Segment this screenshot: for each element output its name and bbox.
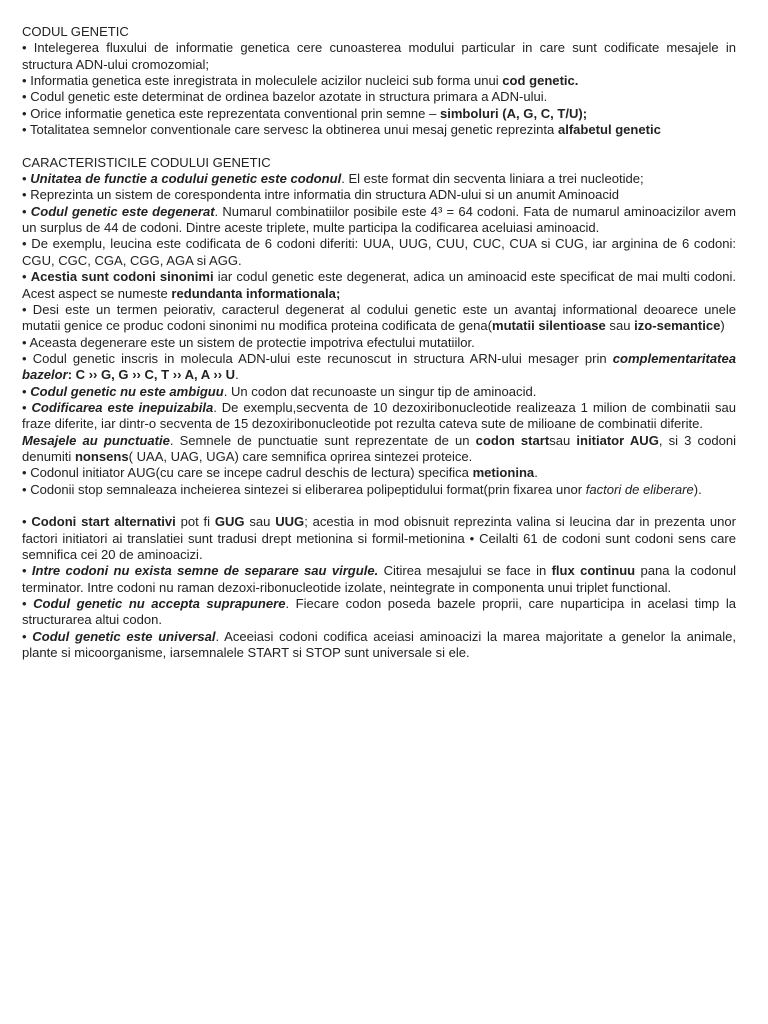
document-page [22, 24, 736, 661]
bullet-codoni-stop: • Codonii stop semnaleaza incheierea sintezei si eliberarea polipeptidului format(prin fixarea unor factori de eliberare). [22, 481, 702, 497]
bullet-codoni-start-alternativi: • Codoni start alternativi pot fi GUG sau UUG; acestia in mod obisnuit reprezinta valina si leucina dar in prezenta unor factori initiatori ai translatiei sunt tradusi drept metionina si formil-metionina • Ceilalti 61 de codoni sunt codoni sens care semnifica cei 20 de aminoacizi. [22, 514, 736, 562]
bullet-sistem-corespondenta: • Reprezinta un sistem de corespondenta intre informatia din structura ADN-ului si un anumit Aminoacid [22, 187, 620, 203]
bullet-nu-ambiguu: • Codul genetic nu este ambiguu. Un codon dat recunoaste un singur tip de aminoacid. [22, 383, 537, 399]
bullet-informatia-genetica: • Informatia genetica este inregistrata in moleculele acizilor nucleici sub forma unui cod genetic. [22, 73, 579, 89]
bullet-inepuizabila: • Codificarea este inepuizabila. De exemplu,secventa de 10 dezoxiribonucleotide realizeaza 1 milion de combinatii sau fraze diferite, iar dintr-o secventa de 15 dezoxiribonucleotide pot rezulta cateva sute de milioane de combinatii diferite. [22, 399, 736, 432]
paragraph-spacer [22, 498, 736, 514]
paragraph-punctuatie: Mesajele au punctuatie. Semnele de punctuatie sunt reprezentate de un codon startsau initiator AUG, si 3 codoni denumiti nonsens( UAA, UAG, UGA) care semnifica oprirea sintezei proteice. [22, 432, 736, 464]
bullet-complementaritate: • Codul genetic inscris in molecula ADN-ului este recunoscut in structura ARN-ului mesager prin complementaritatea bazelor: C ›› G, G ›› C, T ›› A, A ›› U. [22, 350, 736, 383]
bullet-fara-virgule: • Intre codoni nu exista semne de separare sau virgule. Citirea mesajului se face in flux continuu pana la codonul terminator. Intre codoni nu raman dezoxi-ribonucleotide izolate, neintegrate in componenta unui triplet functional. [22, 563, 736, 595]
bullet-simboluri: • Orice informatie genetica este reprezentata conventional prin semne – simboluri (A, G, C, T/U); [22, 105, 588, 121]
bullet-sistem-protectie: • Aceasta degenerare este un sistem de protectie impotriva efectului mutatiilor. [22, 334, 475, 350]
bullet-alfabetul-genetic: • Totalitatea semnelor conventionale care servesc la obtinerea unui mesaj genetic reprezinta alfabetul genetic [22, 122, 661, 138]
section-heading-caracteristici: CARACTERISTICILE CODULUI GENETIC [22, 154, 271, 170]
bullet-universal: • Codul genetic este universal. Aceeiasi codoni codifica aceiasi aminoacizi la marea majoritate a genelor la animale, plante si micoorganisme, iarsemnalele START si STOP sunt universale si ele. [22, 628, 736, 661]
bullet-exemplu-leucina: • De exemplu, leucina este codificata de 6 codoni diferiti: UUA, UUG, CUU, CUC, CUA si CUG, iar arginina de 6 codoni: CGU, CGC, CGA, CGG, AGA si AGG. [22, 236, 736, 268]
bullet-fara-suprapunere: • Codul genetic nu accepta suprapunere. Fiecare codon poseda bazele proprii, care nuparticipa in acelasi timp la structurarea altui codon. [22, 596, 736, 628]
bullet-codul-determinat: • Codul genetic este determinat de ordinea bazelor azotate in structura primara a ADN-ului. [22, 89, 548, 105]
bullet-cod-degenerat: • Codul genetic este degenerat. Numarul combinatiilor posibile este 4³ = 64 codoni. Fata de numarul aminoacizilor avem un surplus de 44 de codoni. Dintre aceste triplete, multe participa la codificarea aceluiasi aminoacid. [22, 203, 736, 236]
section-spacer [22, 138, 736, 154]
bullet-codon-initiator: • Codonul initiator AUG(cu care se incepe cadrul deschis de lectura) specifica metionina. [22, 465, 538, 481]
bullet-termen-peiorativ: • Desi este un termen peiorativ, caracterul degenerat al codului genetic este un avantaj informational deoarece unele mutatii genice ce produc codoni sinonimi nu modifica proteina codificata de gena(mutatii silentioase sau izo-semantice) [22, 301, 736, 334]
bullet-codoni-sinonimi: • Acestia sunt codoni sinonimi iar codul genetic este degenerat, adica un aminoacid este specificat de mai multi codoni. Acest aspect se numeste redundanta informationala; [22, 269, 736, 301]
section-heading-codul-genetic: CODUL GENETIC [22, 24, 129, 39]
bullet-intelegerea: • Intelegerea fluxului de informatie genetica cere cunoasterea modului particular in care sunt codificate mesajele in structura ADN-ului cromozomial; [22, 40, 736, 72]
bullet-unitatea-de-functie: • Unitatea de functie a codului genetic este codonul. El este format din secventa liniara a trei nucleotide; [22, 171, 644, 187]
